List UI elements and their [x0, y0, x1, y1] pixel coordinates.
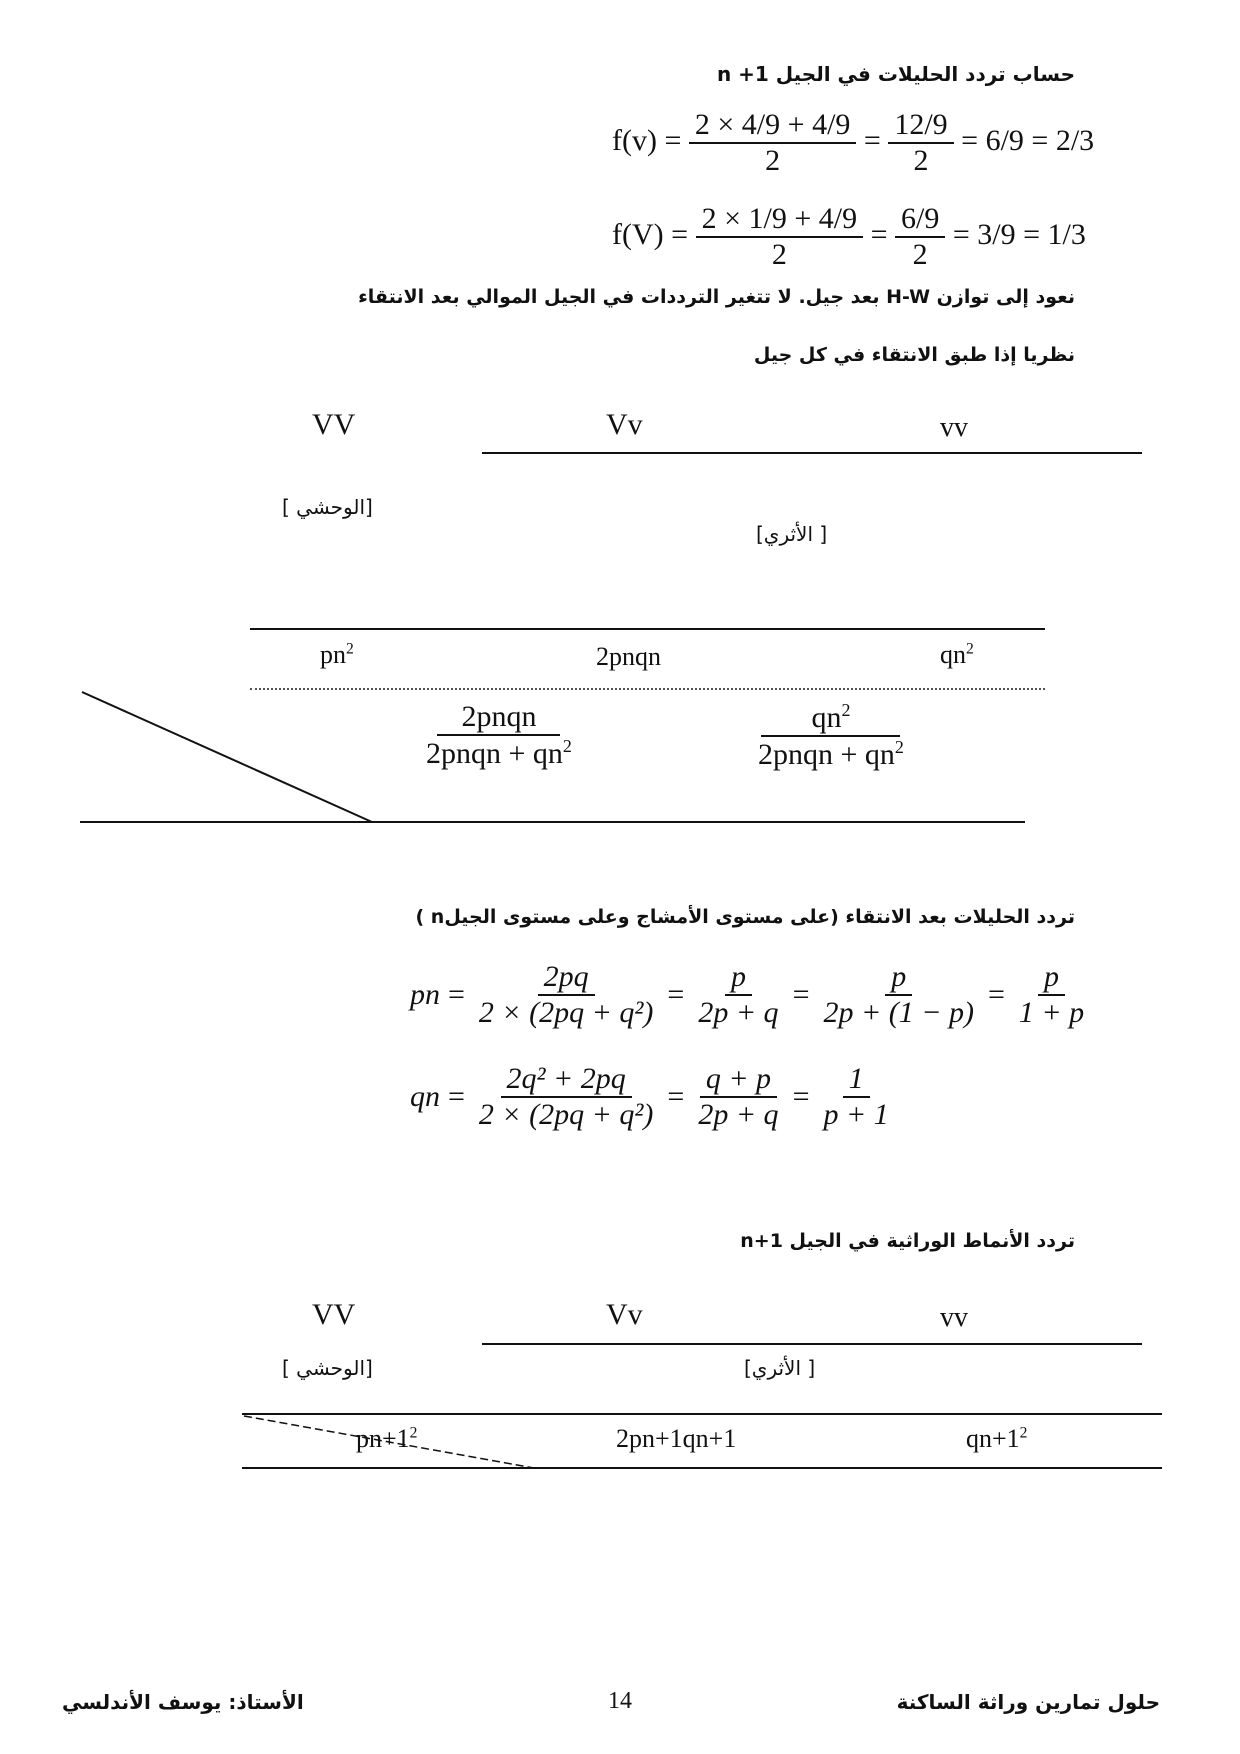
- header-vv: vv: [940, 412, 968, 443]
- eq2-lhs: f(V) =: [612, 217, 689, 251]
- wild-phenotype-label: [الوحشي ]: [282, 495, 373, 519]
- selection-every-generation-note: نظريا إذا طبق الانتقاء في كل جيل: [753, 344, 1075, 366]
- selected-frac-homozygote: $\frac{qn^2}{2pnqn + qn^2}$: [758, 700, 904, 771]
- eq1-rest: = 6/9 = 2/3: [961, 123, 1095, 157]
- t2-header-VV: VV: [312, 1298, 356, 1331]
- header-Vv: Vv: [606, 408, 643, 441]
- pn-equation: pn = $\frac{2pq}{\text{2 × (2pq + q²)}}$ = $\frac{p}{2p + q}$ = $\frac{p}{2p + (1 - p)}$ = $\frac{p}{1 + p}$: [410, 960, 1085, 1029]
- t2-mutant-phenotype-label: [ الأثري]: [744, 1356, 816, 1380]
- eq1-frac1: $\frac{2 \times 4/9 + 4/9}{2}$: [689, 108, 857, 178]
- selected-frac-heterozygote: $\frac{\text{2pnqn}}{2pnqn + qn^2}$: [426, 700, 572, 770]
- eq1-frac2: $\frac{12/9}{2}$: [888, 108, 953, 178]
- mutant-phenotype-label: [ الأثري]: [756, 522, 828, 546]
- eq2-frac2: $\frac{6/9}{2}$: [895, 202, 945, 272]
- eq2-frac1: $\frac{2 \times 1/9 + 4/9}{2}$: [696, 202, 864, 272]
- table1-rule-bottom: [80, 821, 1025, 823]
- t2-header-Vv: Vv: [606, 1298, 643, 1331]
- t2-freq-qn1-squared: $qn+1^2$: [966, 1424, 1028, 1453]
- t2-freq-2pn1qn1: 2pn+1qn+1: [616, 1424, 737, 1453]
- t2-header-vv: vv: [940, 1302, 968, 1333]
- table1-diagonal-line: [80, 690, 380, 830]
- footer-teacher-name: الأستاذ: يوسف الأندلسي: [62, 1690, 304, 1714]
- t2-wild-phenotype-label: [الوحشي ]: [282, 1356, 373, 1380]
- freq-2pnqn: 2pnqn: [596, 642, 661, 671]
- table2-header-rule: [482, 1343, 1142, 1345]
- qn-equation: qn = $\frac{\text{2q² + 2pq}}{\text{2 × (2pq + q²)}}$ = $\frac{q + p}{2p + q}$ = $\frac{1}{p + 1}$: [410, 1062, 889, 1131]
- after-selection-note: تردد الحليلات بعد الانتقاء (على مستوى الأمشاج وعلى مستوى الجيلn ): [415, 906, 1075, 928]
- t2-freq-pn1-squared: $pn+1^2$: [356, 1424, 418, 1453]
- freq-pn-squared: $pn^2$: [320, 640, 354, 669]
- table1-header-rule: [482, 452, 1142, 454]
- freq-qn-squared: $qn^2$: [940, 640, 974, 669]
- footer-page-number: 14: [608, 1688, 632, 1714]
- heading-next-generation: حساب تردد الحليلات في الجيل n +1: [716, 62, 1075, 86]
- equation-f-V-big: f(V) = $\frac{2 \times 1/9 + 4/9}{2}$ = $\frac{6/9}{2}$ = 3/9 = 1/3: [612, 202, 1086, 271]
- eq1-lhs: f(v) =: [612, 123, 682, 157]
- genotype-frequency-note: تردد الأنماط الوراثية في الجيل n+1: [740, 1230, 1075, 1252]
- footer-course-title: حلول تمارين وراثة الساكنة: [896, 1690, 1160, 1714]
- equation-f-v-small: f(v) = $\frac{2 \times 4/9 + 4/9}{2}$ = $\frac{12/9}{2}$ = 6/9 = 2/3: [612, 108, 1095, 177]
- table2-rule-bottom: [242, 1467, 1162, 1469]
- eq2-rest: = 3/9 = 1/3: [952, 217, 1086, 251]
- hw-equilibrium-note: نعود إلى توازن H-W بعد جيل. لا تتغير الترددات في الجيل الموالي بعد الانتقاء: [358, 286, 1075, 308]
- table1-rule-top: [250, 628, 1045, 630]
- header-VV: VV: [312, 408, 356, 441]
